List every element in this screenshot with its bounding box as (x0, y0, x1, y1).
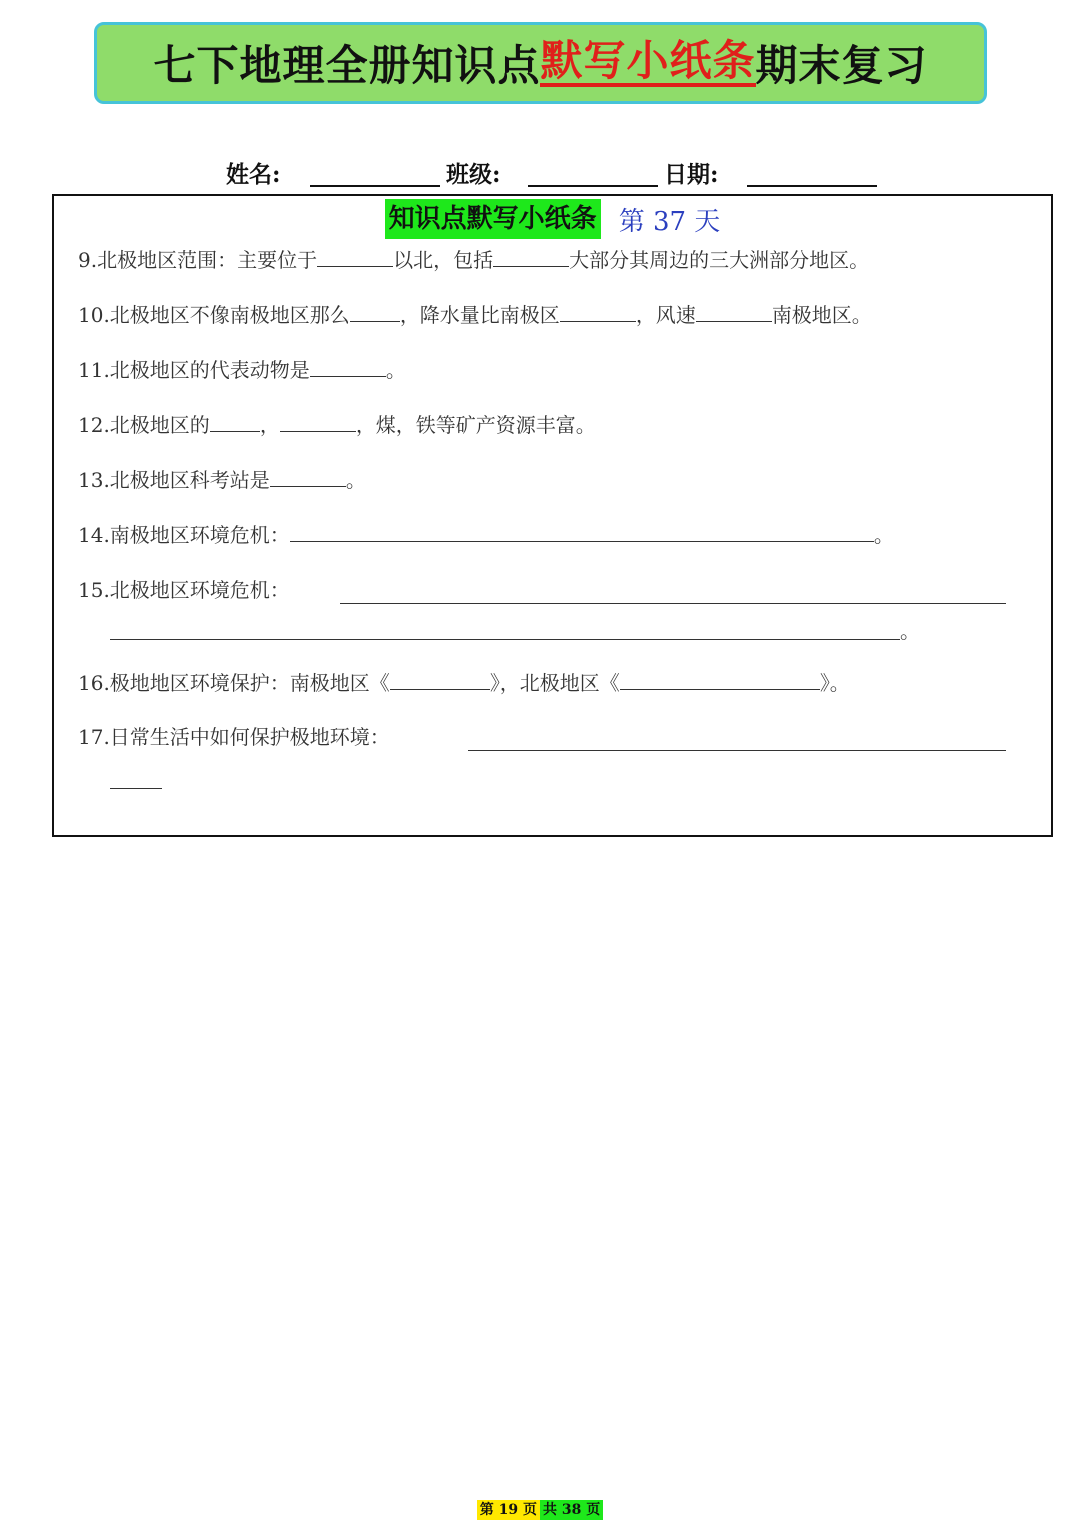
question-11 (78, 354, 406, 385)
answer-blank[interactable] (620, 667, 820, 690)
card-tag: 知识点默写小纸条 (385, 199, 601, 239)
answer-blank[interactable] (310, 354, 386, 377)
q15-text-a: 15.北极地区环境危机： (78, 578, 290, 602)
q10-text-c: ，风速 (635, 303, 696, 327)
question-14 (78, 519, 894, 550)
q15-end-mark: 。 (900, 619, 920, 643)
title-part-1: 七下地理全册知识点 (153, 41, 541, 90)
q12-text-b: ， (259, 413, 280, 437)
q9-text-a: 9.北极地区范围：主要位于 (78, 248, 318, 272)
question-17 (78, 722, 390, 752)
q16-text-c: 》。 (819, 671, 850, 695)
q16-text-a: 16.极地地区环境保护：南极地区《 (78, 671, 390, 695)
question-16 (78, 667, 850, 698)
class-field[interactable] (528, 185, 658, 187)
q10-text-b: ，降水量比南极区 (399, 303, 560, 327)
answer-blank[interactable] (493, 244, 569, 267)
answer-line[interactable] (110, 639, 900, 640)
title-part-highlight: 默写小纸条 (540, 39, 755, 87)
date-label: 日期: (664, 161, 719, 188)
student-info-row (0, 152, 1080, 192)
q10-text-d: 南极地区。 (771, 303, 872, 327)
page-total: 共 38 页 (540, 1500, 603, 1520)
answer-line[interactable] (110, 788, 162, 789)
name-label: 姓名: (226, 161, 281, 188)
day-label: 第 37 天 (618, 206, 721, 237)
answer-line[interactable] (468, 750, 1006, 751)
date-field[interactable] (747, 185, 877, 187)
answer-blank[interactable] (210, 409, 260, 432)
page-footer (0, 1499, 1080, 1519)
title-banner (94, 22, 987, 104)
q13-text-b: 。 (345, 468, 366, 492)
q14-text-a: 14.南极地区环境危机： (78, 523, 290, 547)
q13-text-a: 13.北极地区科考站是 (78, 468, 270, 492)
q9-text-b: 以北，包括 (393, 248, 494, 272)
worksheet-card (52, 194, 1053, 837)
name-field[interactable] (310, 185, 440, 187)
q12-text-c: ，煤，铁等矿产资源丰富。 (355, 413, 596, 437)
q11-text-a: 11.北极地区的代表动物是 (78, 358, 310, 382)
answer-blank[interactable] (280, 409, 356, 432)
q11-text-b: 。 (385, 358, 406, 382)
q16-text-b: 》，北极地区《 (489, 671, 620, 695)
question-10 (78, 299, 872, 330)
answer-blank[interactable] (350, 299, 400, 322)
answer-blank[interactable] (560, 299, 636, 322)
q14-text-b: 。 (873, 523, 894, 547)
q10-text-a: 10.北极地区不像南极地区那么 (78, 303, 350, 327)
answer-line[interactable] (340, 603, 1006, 604)
page-number: 第 19 页 (477, 1500, 540, 1520)
answer-blank[interactable] (696, 299, 772, 322)
q17-text-a: 17.日常生活中如何保护极地环境： (78, 725, 390, 749)
answer-blank[interactable] (317, 244, 393, 267)
class-label: 班级: (446, 161, 501, 188)
answer-blank[interactable] (270, 464, 346, 487)
question-9 (78, 244, 869, 275)
title-part-2: 期末复习 (755, 41, 928, 90)
answer-blank[interactable] (290, 519, 874, 542)
question-15 (78, 575, 290, 605)
answer-blank[interactable] (390, 667, 490, 690)
q12-text-a: 12.北极地区的 (78, 413, 210, 437)
card-header (54, 198, 1051, 240)
question-12 (78, 409, 596, 440)
question-13 (78, 464, 366, 495)
q9-text-c: 大部分其周边的三大洲部分地区。 (569, 248, 870, 272)
